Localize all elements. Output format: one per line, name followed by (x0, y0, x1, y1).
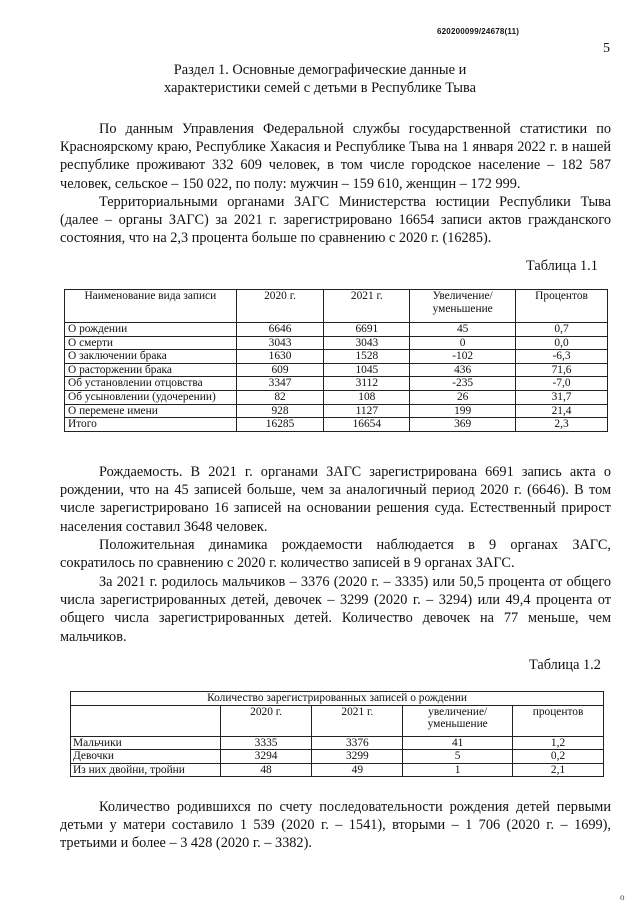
table-2-header-cell: 2020 г. (220, 705, 312, 736)
table-1-header-cell: 2021 г. (324, 290, 410, 323)
corner-mark: о (620, 892, 625, 902)
table-2-header-cell (71, 705, 221, 736)
table-cell: 3376 (312, 736, 403, 750)
table-1-header-cell: 2020 г. (236, 290, 324, 323)
table-2-birth-records (70, 691, 604, 777)
table-1-header-cell: Наименование вида записи (65, 290, 237, 323)
table-cell: 436 (410, 363, 516, 377)
table-cell: 1528 (324, 350, 410, 364)
table-cell: -235 (410, 377, 516, 391)
table-cell: Девочки (71, 750, 221, 764)
table-cell: 49 (312, 763, 403, 777)
table-cell: 82 (236, 390, 324, 404)
table-2-header-cell: процентов (513, 705, 604, 736)
table-cell: 1127 (324, 404, 410, 418)
table-2-header-cell: увеличение/ уменьшение (403, 705, 513, 736)
document-number: 620200099/24678(11) (437, 27, 520, 36)
table-row (65, 323, 608, 337)
table-1-caption: Таблица 1.1 (526, 258, 598, 274)
table-row (65, 350, 608, 364)
table-row (65, 363, 608, 377)
table-2-group-header-row (71, 692, 604, 706)
table-row (71, 763, 604, 777)
table-cell: 1045 (324, 363, 410, 377)
table-cell: Итого (65, 418, 237, 432)
table-cell: 0,0 (516, 336, 608, 350)
table-2-header-row (71, 705, 604, 736)
table-cell: О заключении брака (65, 350, 237, 364)
table-row (71, 736, 604, 750)
section-title (100, 61, 540, 97)
table-cell: 48 (220, 763, 312, 777)
table-1-civil-records (64, 289, 608, 432)
table-1-header-cell: Процентов (516, 290, 608, 323)
table-cell: Мальчики (71, 736, 221, 750)
table-cell: 3347 (236, 377, 324, 391)
table-cell: О расторжении брака (65, 363, 237, 377)
paragraph-zags-records: Территориальными органами ЗАГС Министерства юстиции Республики Тыва (далее – органы ЗАГС) за 2021 г. зарегистрировано 16654 записи актов гражданского состояния, что на 2,3 процента больше по сравнению с 2020 г. (16285). (60, 194, 611, 247)
table-cell: 16285 (236, 418, 324, 432)
table-cell: 3294 (220, 750, 312, 764)
table-cell: 108 (324, 390, 410, 404)
table-cell: О смерти (65, 336, 237, 350)
table-cell: 26 (410, 390, 516, 404)
table-total-row (65, 418, 608, 432)
table-cell: 6646 (236, 323, 324, 337)
table-cell: 21,4 (516, 404, 608, 418)
table-cell: 1 (403, 763, 513, 777)
table-cell: 928 (236, 404, 324, 418)
section-title-line-1: Раздел 1. Основные демографические данные и (173, 62, 467, 78)
table-cell: 41 (403, 736, 513, 750)
paragraph-birth-dynamics: Положительная динамика рождаемости наблюдается в 9 органах ЗАГС, сократилось по сравнению с 2020 г. количество записей в 9 органах ЗАГС. (60, 537, 611, 572)
table-cell: Об установлении отцовства (65, 377, 237, 391)
table-cell: 0 (410, 336, 516, 350)
table-2-header-cell: 2021 г. (312, 705, 403, 736)
table-cell: Об усыновлении (удочерении) (65, 390, 237, 404)
table-cell: О перемене имени (65, 404, 237, 418)
table-cell: Из них двойни, тройни (71, 763, 221, 777)
paragraph-birth-rate: Рождаемость. В 2021 г. органами ЗАГС зарегистрирована 6691 запись акта о рождении, что на 45 записей больше, чем за аналогичный период 2020 г. (6646). В том числе зарегистрировано 16 записей на основании решения суда. Естественный прирост населения составил 3648 человек. (60, 464, 611, 535)
page-number: 5 (603, 41, 610, 56)
table-cell: 31,7 (516, 390, 608, 404)
table-cell: -6,3 (516, 350, 608, 364)
table-row (65, 377, 608, 391)
table-2-caption: Таблица 1.2 (529, 657, 601, 673)
table-cell: 3335 (220, 736, 312, 750)
table-cell: 0,7 (516, 323, 608, 337)
table-cell: 3043 (324, 336, 410, 350)
paragraph-birth-order: Количество родившихся по счету последовательности рождения детей первыми детьми у матери составило 1 539 (2020 г. – 1541), вторыми – 1 706 (2020 г. – 1699), третьими и более – 3 428 (2020 г. – 3382). (60, 799, 611, 852)
table-2-group-header: Количество зарегистрированных записей о рождении (71, 692, 604, 706)
table-cell: 6691 (324, 323, 410, 337)
table-cell: 199 (410, 404, 516, 418)
table-row (65, 336, 608, 350)
table-cell: 3299 (312, 750, 403, 764)
table-cell: 369 (410, 418, 516, 432)
table-cell: 2,3 (516, 418, 608, 432)
table-cell: -102 (410, 350, 516, 364)
table-1-header-row (65, 290, 608, 323)
table-1-header-cell: Увеличение/ уменьшение (410, 290, 516, 323)
table-cell: 71,6 (516, 363, 608, 377)
table-cell: 5 (403, 750, 513, 764)
table-cell: 3112 (324, 377, 410, 391)
table-row (71, 750, 604, 764)
table-cell: 0,2 (513, 750, 604, 764)
table-cell: 1630 (236, 350, 324, 364)
paragraph-population: По данным Управления Федеральной службы государственной статистики по Красноярскому краю, Республике Хакасия и Республике Тыва на 1 января 2022 г. в нашей республике проживают 332 609 человек, в том числе городское население – 182 587 человек, сельское – 150 022, по полу: мужчин – 159 610, женщин – 172 999. (60, 121, 611, 192)
table-cell: 1,2 (513, 736, 604, 750)
table-cell: 16654 (324, 418, 410, 432)
table-cell: О рождении (65, 323, 237, 337)
table-cell: 2,1 (513, 763, 604, 777)
table-cell: 609 (236, 363, 324, 377)
section-title-line-2: характеристики семей с детьми в Республике Тыва (164, 80, 476, 96)
table-cell: -7,0 (516, 377, 608, 391)
table-cell: 45 (410, 323, 516, 337)
table-row (65, 390, 608, 404)
table-row (65, 404, 608, 418)
table-cell: 3043 (236, 336, 324, 350)
paragraph-boys-girls: За 2021 г. родилось мальчиков – 3376 (2020 г. – 3335) или 50,5 процента от общего числа зарегистрированных детей, девочек – 3299 (2020 г. – 3294) или 49,4 процента от общего числа зарегистрированных детей. Количество девочек на 77 меньше, чем мальчиков. (60, 574, 611, 645)
